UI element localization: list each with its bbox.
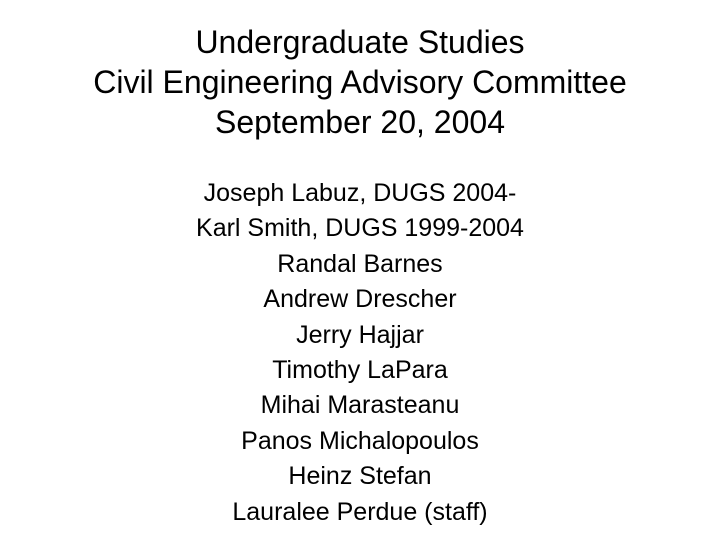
member-item: Timothy LaPara [272, 356, 448, 385]
member-item: Karl Smith, DUGS 1999-2004 [196, 214, 524, 243]
title-date: September 20, 2004 [215, 104, 505, 140]
member-item: Mihai Marasteanu [260, 391, 460, 420]
member-item: Panos Michalopoulos [241, 426, 479, 455]
member-item: Lauralee Perdue (staff) [232, 497, 488, 526]
title-heading: Undergraduate Studies [195, 24, 525, 60]
member-item: Heinz Stefan [288, 462, 432, 491]
slide-title [0, 22, 720, 142]
member-item: Andrew Drescher [263, 285, 457, 314]
member-item: Joseph Labuz, DUGS 2004- [203, 179, 517, 207]
member-item: Randal Barnes [277, 249, 443, 278]
member-list [0, 176, 720, 530]
member-item: Jerry Hajjar [296, 320, 424, 349]
title-committee: Civil Engineering Advisory Committee [93, 64, 627, 100]
